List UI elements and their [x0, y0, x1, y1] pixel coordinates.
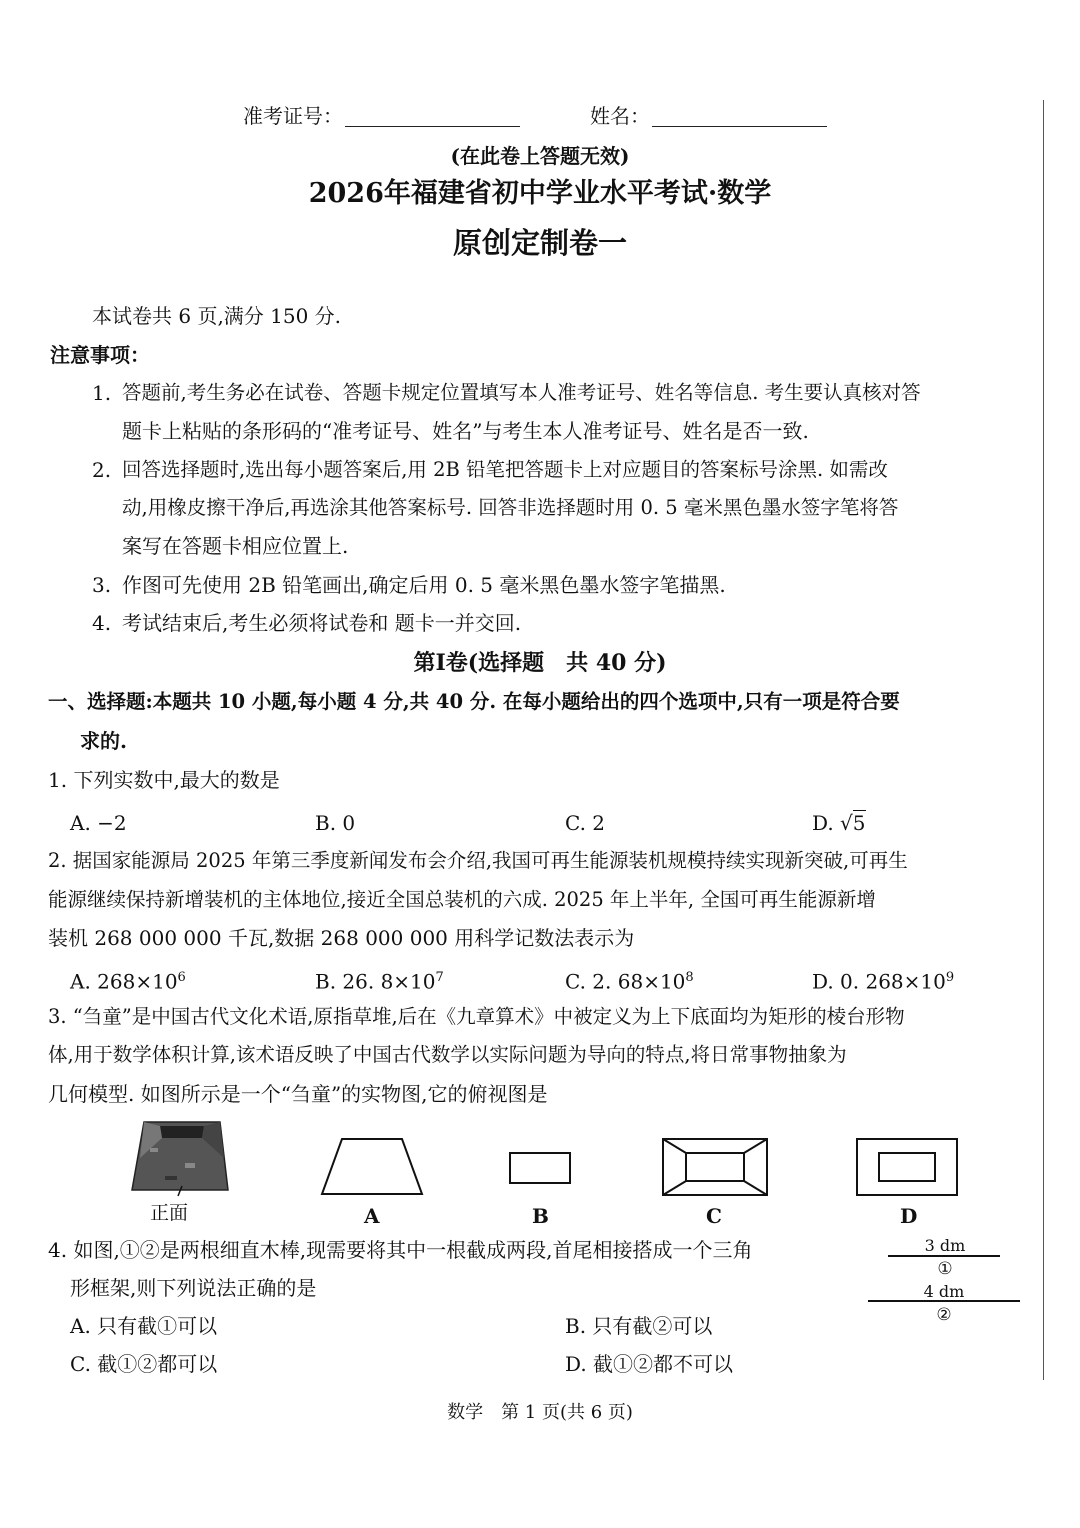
q2-option-a-exp: 6: [177, 970, 186, 985]
q3-label-a: A: [364, 1204, 380, 1228]
name-blank[interactable]: [652, 126, 827, 127]
notice-1-line1: 答题前,考生务必在试卷、答题卡规定位置填写本人准考证号、姓名等信息. 考生要认真核对答: [122, 381, 921, 404]
q3-label-c: C: [706, 1204, 722, 1228]
q4-option-c: C. 截①②都可以: [70, 1352, 218, 1376]
ticket-blank[interactable]: [345, 126, 520, 127]
section1-line2: 求的.: [80, 729, 127, 753]
notice-2-num: 2.: [92, 458, 112, 482]
q3-option-a-trapezoid: [318, 1136, 428, 1198]
name-label: 姓名：: [590, 104, 650, 128]
q2-line1: 2. 据国家能源局 2025 年第三季度新闻发布会介绍,我国可再生能源装机规模持续实现新突破,可再生: [48, 849, 908, 872]
q2-option-a-base: A. 268×10: [70, 969, 178, 994]
stick1-mark: ①: [937, 1259, 953, 1279]
q4-option-a: A. 只有截①可以: [70, 1314, 218, 1338]
q1-stem: 1. 下列实数中,最大的数是: [48, 768, 280, 792]
q3-photo-caption: 正面: [150, 1202, 189, 1224]
q2-option-d: [812, 966, 954, 994]
stick1-length: 3 dm: [924, 1236, 966, 1255]
q2-option-b-exp: 7: [435, 970, 444, 985]
q1-option-a: A. −2: [70, 811, 127, 835]
q4-line1: 4. 如图,①②是两根细直木棒,现需要将其中一根截成两段,首尾相接搭成一个三角: [48, 1238, 753, 1262]
q1-option-d-prefix: D. √: [812, 811, 853, 835]
q4-line2: 形框架,则下列说法正确的是: [70, 1276, 317, 1300]
exam-title: 2026年福建省初中学业水平考试·数学: [308, 178, 772, 209]
q4-option-d: D. 截①②都不可以: [565, 1352, 734, 1376]
stick2-mark: ②: [936, 1305, 952, 1325]
q3-line1: 3. “刍童”是中国古代文化术语,原指草堆,后在《九章算术》中被定义为上下底面均为矩形的棱台形物: [48, 1005, 905, 1028]
stick1: [888, 1255, 1000, 1257]
q1-option-c: C. 2: [565, 811, 606, 835]
notice-4-num: 4.: [92, 611, 112, 635]
q3-option-b-rectangle: [507, 1150, 573, 1186]
q3-option-c-frustum-top-view: [660, 1136, 770, 1198]
q1-option-b: B. 0: [315, 811, 356, 835]
q2-option-c-base: C. 2. 68×10: [565, 969, 686, 994]
stick2: [868, 1300, 1020, 1302]
q3-line3: 几何模型. 如图所示是一个“刍童”的实物图,它的俯视图是: [48, 1082, 548, 1106]
ticket-label: 准考证号：: [243, 104, 343, 128]
invalid-note: (在此卷上答题无效): [450, 144, 630, 168]
exam-subtitle: 原创定制卷一: [452, 226, 627, 260]
q2-option-c: [565, 966, 694, 994]
notice-2-line2: 动,用橡皮擦干净后,再选涂其他答案标号. 回答非选择题时用 0. 5 毫米黑色墨水签字笔将答: [122, 496, 899, 519]
part1-title: 第Ⅰ卷(选择题 共 40 分): [413, 650, 667, 676]
q3-label-d: D: [900, 1204, 918, 1228]
q3-line2: 体,用于数学体积计算,该术语反映了中国古代数学以实际问题为导向的特点,将日常事物抽象为: [48, 1043, 847, 1066]
intro-text: 本试卷共 6 页,满分 150 分.: [92, 304, 342, 328]
notice-2-line3: 案写在答题卡相应位置上.: [122, 534, 349, 558]
notice-4-line1: 考试结束后,考生必须将试卷和 题卡一并交回.: [122, 611, 522, 635]
notice-1-line2: 题卡上粘贴的条形码的“准考证号、姓名”与考生本人准考证号、姓名是否一致.: [122, 419, 809, 443]
q2-option-a: [70, 966, 186, 994]
q3-option-d-nested-rectangles: [854, 1136, 964, 1198]
q2-option-b-base: B. 26. 8×10: [315, 969, 436, 994]
notice-1-num: 1.: [92, 381, 112, 405]
q3-label-b: B: [532, 1204, 549, 1228]
page-footer: 数学 第 1 页(共 6 页): [447, 1402, 633, 1423]
notice-2-line1: 回答选择题时,选出每小题答案后,用 2B 铅笔把答题卡上对应题目的答案标号涂黑. 如需改: [122, 458, 888, 481]
q1-option-d: [812, 811, 866, 835]
notice-3-line1: 作图可先使用 2B 铅笔画出,确定后用 0. 5 毫米黑色墨水签字笔描黑.: [122, 573, 726, 597]
q1-option-d-radicand: 5: [852, 811, 866, 835]
notice-heading: 注意事项：: [50, 343, 150, 367]
q2-option-d-exp: 9: [945, 970, 955, 985]
section1-line1: 一、选择题:本题共 10 小题,每小题 4 分,共 40 分. 在每小题给出的四个选项中,只有一项是符合要: [48, 690, 900, 713]
q4-option-b: B. 只有截②可以: [565, 1314, 713, 1338]
margin-rule: [1043, 100, 1044, 1380]
q2-option-c-exp: 8: [685, 970, 694, 985]
stick2-length: 4 dm: [923, 1282, 965, 1301]
q2-option-d-base: D. 0. 268×10: [812, 969, 946, 994]
q3-photo-figure: [130, 1118, 230, 1198]
q2-line2: 能源继续保持新增装机的主体地位,接近全国总装机的六成. 2025 年上半年, 全国可再生能源新增: [48, 888, 876, 911]
q2-line3: 装机 268 000 000 千瓦,数据 268 000 000 用科学记数法表示为: [48, 926, 635, 950]
notice-3-num: 3.: [92, 573, 112, 597]
q2-option-b: [315, 966, 444, 994]
